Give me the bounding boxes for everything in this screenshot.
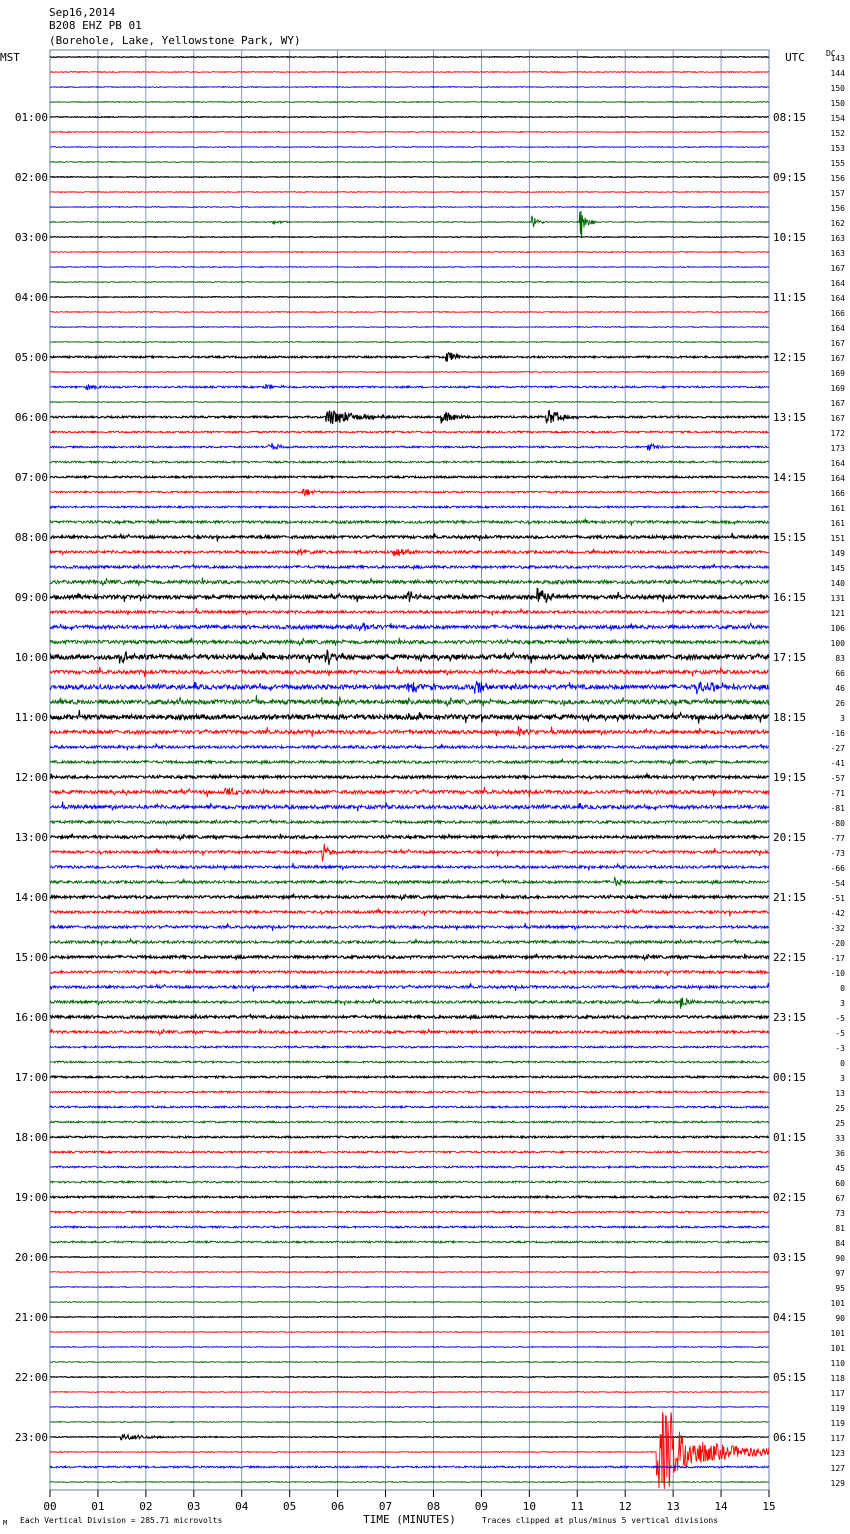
seismic-trace: [50, 938, 769, 945]
dc-value: 3: [840, 714, 845, 723]
utc-hour-label: 18:15: [773, 711, 807, 724]
utc-hour-label: 12:15: [773, 351, 807, 364]
utc-hour-label: 20:15: [773, 831, 807, 844]
dc-value: 140: [830, 579, 845, 588]
dc-value: -66: [830, 864, 845, 873]
dc-value: 162: [830, 219, 845, 228]
dc-value: 169: [830, 384, 845, 393]
seismic-trace: [50, 578, 769, 586]
dc-value: 119: [830, 1404, 845, 1413]
footer-mark: M: [3, 1519, 8, 1527]
seismic-trace: [50, 759, 769, 765]
dc-value: -27: [830, 744, 845, 753]
seismic-trace: [50, 726, 769, 737]
utc-hour-label: 14:15: [773, 471, 807, 484]
seismic-trace: [50, 549, 769, 557]
seismic-trace: [50, 384, 769, 390]
dc-value: 129: [830, 1479, 845, 1488]
dc-value: 156: [830, 204, 845, 213]
seismic-trace: [50, 1257, 769, 1258]
dc-value: 0: [840, 1059, 845, 1068]
x-tick-label: 13: [666, 1500, 680, 1513]
mst-hour-label: 04:00: [14, 291, 48, 304]
dc-value: 25: [835, 1104, 845, 1113]
seismic-trace: [50, 402, 769, 403]
seismic-trace: [50, 1014, 769, 1019]
dc-value: -5: [835, 1014, 845, 1023]
mst-hour-label: 15:00: [14, 951, 48, 964]
seismic-trace: [50, 282, 769, 283]
x-tick-label: 10: [522, 1500, 536, 1513]
x-tick-label: 03: [187, 1500, 201, 1513]
utc-hour-label: 08:15: [773, 111, 807, 124]
dc-value: -42: [830, 909, 845, 918]
seismic-trace: [50, 1136, 769, 1138]
dc-value: 161: [830, 504, 845, 513]
x-tick-label: 09: [474, 1500, 489, 1513]
dc-value: -3: [835, 1044, 845, 1053]
dc-value: 145: [830, 564, 845, 573]
mst-hour-label: 16:00: [14, 1011, 48, 1024]
dc-value: 3: [840, 1074, 845, 1083]
seismic-trace: [50, 667, 769, 678]
utc-hour-label: 10:15: [773, 231, 807, 244]
utc-hour-label: 03:15: [773, 1251, 807, 1264]
dc-value: 167: [830, 414, 845, 423]
mst-hour-label: 13:00: [14, 831, 48, 844]
dc-value: 164: [830, 294, 845, 303]
seismic-trace: [50, 1347, 769, 1348]
mst-hour-label: 20:00: [14, 1251, 48, 1264]
dc-value: 167: [830, 339, 845, 348]
dc-value: 164: [830, 474, 845, 483]
seismic-trace: [50, 327, 769, 328]
mst-hour-label: 01:00: [14, 111, 48, 124]
seismic-trace: [50, 998, 769, 1009]
seismic-trace: [50, 1362, 769, 1363]
seismic-trace: [50, 1196, 769, 1198]
station-location: (Borehole, Lake, Yellowstone Park, WY): [49, 34, 301, 47]
mst-hour-label: 11:00: [14, 711, 48, 724]
seismic-trace: [50, 1392, 769, 1393]
mst-hour-label: 17:00: [14, 1071, 48, 1084]
dc-value: 25: [835, 1119, 845, 1128]
seismic-trace: [50, 312, 769, 313]
seismic-trace: [50, 1166, 769, 1168]
dc-value: -73: [830, 849, 845, 858]
seismic-trace: [50, 177, 769, 178]
utc-hour-label: 09:15: [773, 171, 807, 184]
seismic-trace: [50, 1412, 769, 1489]
seismic-trace: [50, 923, 769, 931]
seismic-trace: [50, 588, 769, 602]
dc-value: -41: [830, 759, 845, 768]
mst-hour-label: 08:00: [14, 531, 48, 544]
seismic-trace: [50, 1422, 769, 1423]
seismic-trace: [50, 681, 769, 694]
seismic-trace: [50, 147, 769, 148]
dc-value: 36: [835, 1149, 845, 1158]
dc-value: 157: [830, 189, 845, 198]
dc-value: 164: [830, 324, 845, 333]
dc-value: 0: [840, 984, 845, 993]
dc-value: 173: [830, 444, 845, 453]
mst-hour-label: 05:00: [14, 351, 48, 364]
dc-value: 97: [835, 1269, 845, 1278]
seismic-trace: [50, 844, 769, 862]
left-axis-label: MST: [0, 51, 20, 64]
seismic-trace: [50, 237, 769, 238]
dc-value: 172: [830, 429, 845, 438]
seismic-trace: [50, 342, 769, 343]
seismic-trace: [50, 1377, 769, 1378]
mst-hour-label: 10:00: [14, 651, 48, 664]
dc-value: 100: [830, 639, 845, 648]
utc-hour-label: 06:15: [773, 1431, 807, 1444]
mst-hour-label: 09:00: [14, 591, 48, 604]
x-tick-label: 04: [235, 1500, 249, 1513]
utc-hour-label: 13:15: [773, 411, 807, 424]
seismic-trace: [50, 1211, 769, 1213]
dc-value: 167: [830, 354, 845, 363]
seismic-trace: [50, 623, 769, 631]
seismic-trace: [50, 1106, 769, 1108]
seismic-trace: [50, 863, 769, 871]
mst-hour-label: 07:00: [14, 471, 48, 484]
x-tick-label: 00: [43, 1500, 57, 1513]
dc-value: 33: [835, 1134, 845, 1143]
dc-value: -57: [830, 774, 845, 783]
seismic-trace: [50, 983, 769, 992]
dc-value: 127: [830, 1464, 845, 1473]
seismic-trace: [50, 72, 769, 73]
dc-value: 143: [830, 54, 845, 63]
seismic-trace: [50, 162, 769, 163]
utc-hour-label: 23:15: [773, 1011, 807, 1024]
dc-value: 155: [830, 159, 845, 168]
seismic-trace: [50, 461, 769, 463]
dc-value: 161: [830, 519, 845, 528]
dc-value: 26: [835, 699, 845, 708]
seismic-trace: [50, 1272, 769, 1273]
x-tick-label: 12: [618, 1500, 632, 1513]
dc-value: 163: [830, 234, 845, 243]
dc-value: 166: [830, 309, 845, 318]
seismic-trace: [50, 443, 769, 451]
footer-clip-note: Traces clipped at plus/minus 5 vertical divisions: [482, 1516, 719, 1525]
seismic-trace: [50, 969, 769, 976]
seismic-trace: [50, 909, 769, 917]
seismic-trace: [50, 372, 769, 373]
plot-frame: [50, 50, 769, 1490]
dc-value: 144: [830, 69, 845, 78]
seismic-trace: [50, 267, 769, 268]
seismic-trace: [50, 1302, 769, 1303]
dc-value: 156: [830, 174, 845, 183]
seismic-trace: [50, 57, 769, 58]
x-tick-label: 07: [378, 1500, 393, 1513]
station-code: B208 EHZ PB 01: [49, 19, 142, 32]
dc-value: 151: [830, 534, 845, 543]
dc-value: 163: [830, 249, 845, 258]
dc-value: -10: [830, 969, 845, 978]
dc-value: 164: [830, 279, 845, 288]
seismic-trace: [50, 894, 769, 900]
dc-value: 150: [830, 99, 845, 108]
seismic-trace: [50, 1226, 769, 1228]
dc-value: 150: [830, 84, 845, 93]
dc-value: 169: [830, 369, 845, 378]
utc-hour-label: 04:15: [773, 1311, 807, 1324]
mst-hour-label: 03:00: [14, 231, 48, 244]
seismic-trace: [50, 1407, 769, 1408]
utc-hour-label: 05:15: [773, 1371, 807, 1384]
x-tick-label: 05: [283, 1500, 297, 1513]
x-tick-label: 06: [330, 1500, 345, 1513]
dc-value: 90: [835, 1314, 845, 1323]
seismic-trace: [50, 638, 769, 646]
dc-value: 101: [830, 1329, 845, 1338]
dc-value: -71: [830, 789, 845, 798]
utc-hour-label: 22:15: [773, 951, 807, 964]
mst-hour-label: 18:00: [14, 1131, 48, 1144]
dc-value: 110: [830, 1359, 845, 1368]
seismic-trace: [50, 431, 769, 433]
dc-value: 67: [835, 1194, 845, 1203]
dc-value: -20: [830, 939, 845, 948]
seismic-trace: [50, 1091, 769, 1093]
dc-value: 119: [830, 1419, 845, 1428]
seismic-trace: [50, 695, 769, 707]
dc-value: -5: [835, 1029, 845, 1038]
seismic-trace: [50, 743, 769, 750]
seismic-trace: [50, 1181, 769, 1183]
dc-value: 154: [830, 114, 845, 123]
seismic-trace: [50, 774, 769, 781]
utc-hour-label: 11:15: [773, 291, 807, 304]
seismic-trace: [50, 1466, 769, 1468]
mst-hour-label: 19:00: [14, 1191, 48, 1204]
seismic-trace: [50, 1287, 769, 1288]
dc-value: 167: [830, 264, 845, 273]
utc-hour-label: 17:15: [773, 651, 807, 664]
seismic-trace: [50, 1061, 769, 1063]
mst-hour-label: 21:00: [14, 1311, 48, 1324]
dc-value: 81: [835, 1224, 845, 1233]
seismic-trace: [50, 353, 769, 362]
mst-hour-label: 23:00: [14, 1431, 48, 1444]
seismic-trace: [50, 1332, 769, 1333]
seismic-trace: [50, 1046, 769, 1048]
x-tick-label: 11: [570, 1500, 584, 1513]
dc-value: 45: [835, 1164, 845, 1173]
seismic-trace: [50, 608, 769, 616]
dc-value: -16: [830, 729, 845, 738]
seismic-trace: [50, 117, 769, 118]
utc-hour-label: 19:15: [773, 771, 807, 784]
dc-value: 66: [835, 669, 845, 678]
seismic-trace: [50, 954, 769, 960]
seismic-trace: [50, 211, 769, 238]
x-tick-label: 15: [762, 1500, 776, 1513]
seismic-trace: [50, 506, 769, 508]
seismic-trace: [50, 819, 769, 824]
dc-value: 73: [835, 1209, 845, 1218]
seismic-trace: [50, 87, 769, 88]
utc-hour-label: 00:15: [773, 1071, 807, 1084]
dc-value: 118: [830, 1374, 845, 1383]
dc-value: -80: [830, 819, 845, 828]
dc-value: 117: [830, 1389, 845, 1398]
seismic-trace: [50, 192, 769, 193]
seismic-trace: [50, 1241, 769, 1243]
dc-value: 13: [835, 1089, 845, 1098]
dc-value: 123: [830, 1449, 845, 1458]
dc-value: -17: [830, 954, 845, 963]
dc-value: 90: [835, 1254, 845, 1263]
seismic-trace: [50, 834, 769, 840]
dc-value: 3: [840, 999, 845, 1008]
dc-label: DC: [826, 49, 836, 58]
seismic-trace: [50, 476, 769, 478]
right-axis-label: UTC: [785, 51, 805, 64]
seismic-trace: [50, 564, 769, 570]
dc-value: 60: [835, 1179, 845, 1188]
seismic-trace: [50, 297, 769, 298]
x-axis-label: TIME (MINUTES): [363, 1513, 456, 1526]
seismic-trace: [50, 1121, 769, 1123]
seismic-trace: [50, 1076, 769, 1078]
seismic-trace: [50, 1151, 769, 1153]
dc-value: 164: [830, 459, 845, 468]
dc-value: -81: [830, 804, 845, 813]
mst-hour-label: 02:00: [14, 171, 48, 184]
x-tick-label: 01: [91, 1500, 105, 1513]
utc-hour-label: 16:15: [773, 591, 807, 604]
seismic-trace: [50, 132, 769, 133]
dc-value: 121: [830, 609, 845, 618]
dc-value: 95: [835, 1284, 845, 1293]
dc-value: 117: [830, 1434, 845, 1443]
dc-value: 131: [830, 594, 845, 603]
mst-hour-label: 22:00: [14, 1371, 48, 1384]
mst-hour-label: 12:00: [14, 771, 48, 784]
dc-value: 83: [835, 654, 845, 663]
dc-value: 101: [830, 1299, 845, 1308]
seismic-trace: [50, 252, 769, 253]
seismic-trace: [50, 1317, 769, 1318]
dc-value: 149: [830, 549, 845, 558]
seismic-trace: [50, 877, 769, 886]
dc-value: -32: [830, 924, 845, 933]
utc-hour-label: 02:15: [773, 1191, 807, 1204]
dc-value: 84: [835, 1239, 845, 1248]
seismic-trace: [50, 533, 769, 542]
x-tick-label: 02: [139, 1500, 153, 1513]
mst-hour-label: 14:00: [14, 891, 48, 904]
seismic-trace: [50, 710, 769, 724]
seismic-trace: [50, 519, 769, 526]
seismic-trace: [50, 411, 769, 424]
dc-value: -77: [830, 834, 845, 843]
seismic-trace: [50, 102, 769, 103]
x-tick-label: 08: [426, 1500, 441, 1513]
seismic-trace: [50, 1482, 769, 1483]
chart-date: Sep16,2014: [49, 6, 116, 19]
mst-hour-label: 06:00: [14, 411, 48, 424]
seismic-trace: [50, 1029, 769, 1035]
dc-value: 153: [830, 144, 845, 153]
dc-value: 101: [830, 1344, 845, 1353]
utc-hour-label: 15:15: [773, 531, 807, 544]
seismic-trace: [50, 650, 769, 665]
dc-value: -54: [830, 879, 845, 888]
seismic-trace: [50, 207, 769, 208]
utc-hour-label: 21:15: [773, 891, 807, 904]
seismic-trace: [50, 802, 769, 812]
x-tick-label: 14: [714, 1500, 728, 1513]
dc-value: 167: [830, 399, 845, 408]
dc-value: 152: [830, 129, 845, 138]
footer-scale-note: Each Vertical Division = 285.71 microvolts: [20, 1516, 223, 1525]
dc-value: 166: [830, 489, 845, 498]
seismic-trace: [50, 787, 769, 797]
dc-value: 106: [830, 624, 845, 633]
dc-value: -51: [830, 894, 845, 903]
dc-value: 46: [835, 684, 845, 693]
utc-hour-label: 01:15: [773, 1131, 807, 1144]
seismic-trace: [50, 489, 769, 496]
